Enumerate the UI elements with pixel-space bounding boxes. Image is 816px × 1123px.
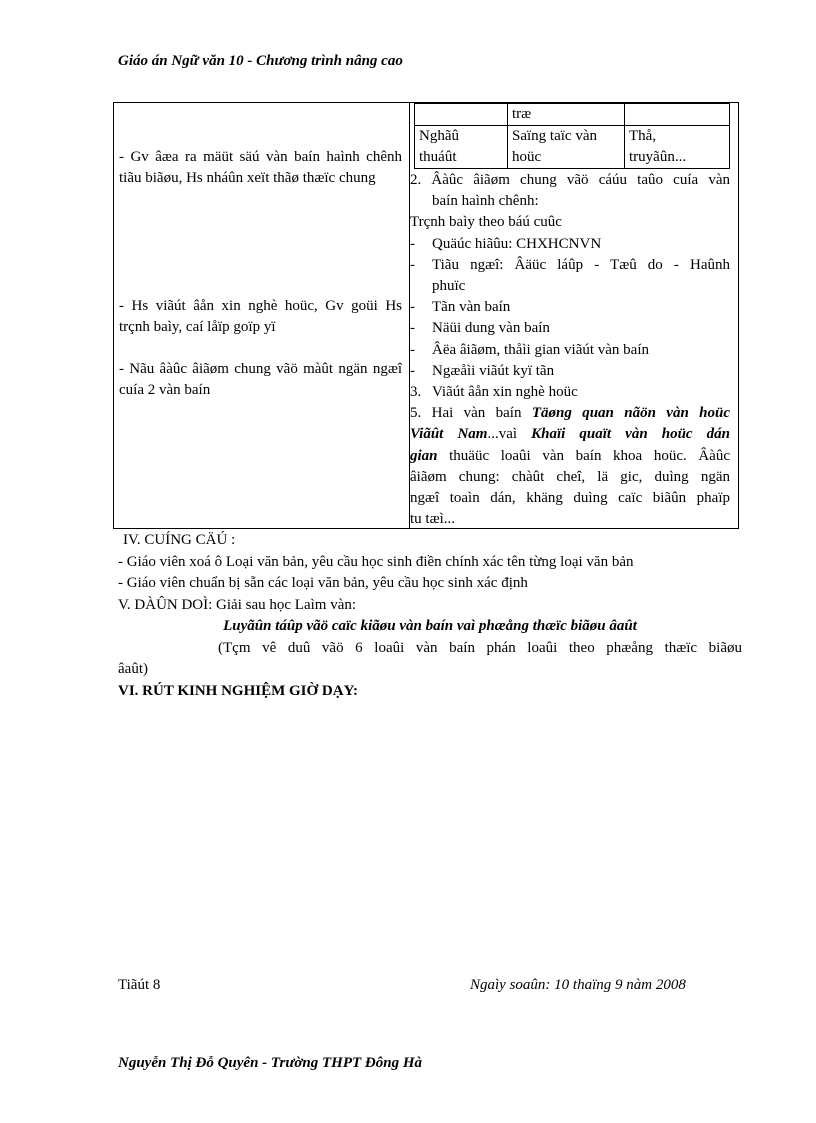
assignment-note: (Tçm vê duû vãö 6 loaûi vàn baín phán loaûi theo phæång thæïc biãøu xyxy=(218,639,742,656)
content-line: Trçnh baìy theo báú cuûc xyxy=(410,214,562,231)
content-line: gian thuäüc loaûi vàn baín khoa hoüc. Âàûc xyxy=(410,447,730,464)
content-line: 5. Hai vàn baín Täøng quan nãön vàn hoüc xyxy=(410,405,731,422)
list-item: - Âëa âiãøm, thåìi gian viãút vàn baín xyxy=(410,341,650,358)
prepared-date: Ngaìy soaûn: 10 thaïng 9 nàm 2008 xyxy=(470,977,686,993)
list-item: - Tiãu ngæî: Âäüc láûp - Tæû do - Haûnh xyxy=(410,256,730,273)
content-line: ngæî toaìn dán, khäng duìng caïc biãûn phaïp xyxy=(410,490,730,507)
list-item: - Quäúc hiãûu: CHXHCNVN xyxy=(410,235,602,252)
content-line: tu tæì... xyxy=(410,511,456,528)
assignment-note: âaût) xyxy=(118,661,148,677)
section-heading: V. DÀÛN DOÌ: Giải sau học Laìm vàn: xyxy=(118,596,357,613)
activity-2: - Hs viãút âån xin nghè hoüc, Gv goüi Hs trçnh baìy, caí låïp goïp yï xyxy=(119,298,402,335)
table-cell xyxy=(625,104,730,126)
table-cell: Nghãû thuáût xyxy=(415,126,508,169)
list-item: - Tãn vàn baín xyxy=(410,299,511,316)
activity-1: - Gv âæa ra mäüt säú vàn baín haình chênh tiãu biãøu, Hs nháûn xeït thãø thæïc chung xyxy=(119,149,402,186)
content-line: âiãøm chung: chàût cheî, lä gic, duìng ngän xyxy=(410,468,730,485)
section-heading: VI. RÚT KINH NGHIỆM GIỜ DẠY: xyxy=(118,682,359,699)
lesson-table xyxy=(113,102,739,529)
table-cell: Saïng taïc vàn hoüc xyxy=(508,126,625,169)
section-heading: IV. CUÍNG CÄÚ : xyxy=(123,532,236,548)
document-header: Giáo án Ngữ văn 10 - Chương trình nâng cao xyxy=(118,53,403,69)
content-column xyxy=(410,170,730,530)
activity-3: - Nãu âàûc âiãøm chung vãö màût ngän ngæî cuía 2 vàn baín xyxy=(119,361,402,398)
table-cell: træ xyxy=(508,104,625,126)
content-line: - Giáo viên xoá ô Loại văn bản, yêu cầu học sinh điền chính xác tên từng loại văn bản xyxy=(118,553,634,570)
lesson-number: Tiãút 8 xyxy=(118,977,161,993)
content-line: - Giáo viên chuẩn bị sẵn các loại văn bản, yêu cầu học sinh xác định xyxy=(118,575,528,591)
content-line: phuïc xyxy=(432,278,466,295)
content-line: 2. Âàûc âiãøm chung vãö cáúu taûo cuía vàn xyxy=(410,172,730,188)
list-item: 3. Viãút âån xin nghè hoüc xyxy=(410,384,578,401)
document-footer: Nguyễn Thị Đỗ Quyên - Trường THPT Đông Hà xyxy=(118,1055,422,1071)
classification-table xyxy=(414,103,730,169)
list-item: - Ngæåìi viãút kyï tãn xyxy=(410,362,555,379)
assignment-title: Luyãûn táûp vãö caïc kiãøu vàn baín vaì phæång thæïc biãøu âaût xyxy=(223,618,637,634)
list-item: - Näüi dung vàn baín xyxy=(410,320,550,337)
table-cell: Thå, truyãûn... xyxy=(625,126,730,169)
content-line: Viãût Nam...vaì Khaïi quaït vàn hoüc dán xyxy=(410,426,731,443)
content-line: baín haình chênh: xyxy=(432,193,539,210)
table-cell xyxy=(415,104,508,126)
lesson-closing xyxy=(118,530,742,702)
